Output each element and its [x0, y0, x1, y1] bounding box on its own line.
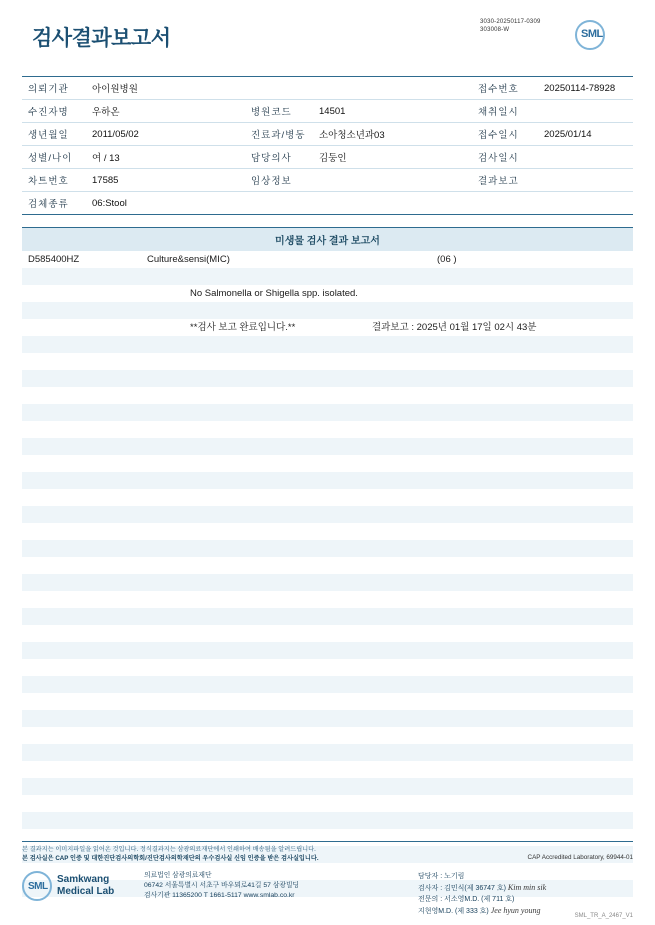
signature-label: 전문의 : — [418, 896, 443, 903]
result-row-finding — [22, 285, 633, 302]
result-row-spacer — [22, 506, 633, 523]
result-row-spacer — [22, 608, 633, 625]
value-birthdate: 2011/05/02 — [92, 128, 139, 140]
value-blank-2 — [316, 192, 472, 215]
value-blank-1 — [316, 77, 472, 100]
table-row — [22, 100, 633, 123]
value-sex-age: 여 / 13 — [92, 153, 120, 164]
value-patient-name: 우하온 — [92, 107, 120, 118]
label-blank-3 — [472, 192, 541, 215]
value-department: 소아청소년과03 — [319, 130, 385, 141]
result-row-spacer — [22, 489, 633, 506]
result-row-spacer — [22, 302, 633, 319]
table-row — [22, 77, 633, 100]
value-blank-3 — [541, 192, 633, 215]
sml-logo-icon — [575, 18, 627, 52]
table-row — [22, 123, 633, 146]
value-receipt-date: 2025/01/14 — [544, 128, 592, 140]
result-row-spacer — [22, 438, 633, 455]
result-row-spacer — [22, 727, 633, 744]
result-row-spacer — [22, 761, 633, 778]
result-row-spacer — [22, 744, 633, 761]
org-name-line-2: Medical Lab — [57, 886, 115, 897]
result-rows — [22, 251, 633, 897]
cap-accreditation: CAP Accredited Laboratory, 69944-01 — [527, 854, 633, 861]
top-code-2: 303008-W — [480, 27, 510, 33]
result-report-time: 결과보고 : 2025년 01월 17일 02시 43분 — [372, 322, 537, 333]
table-row — [22, 192, 633, 215]
address-line-1: 의료법인 삼광의료재단 — [144, 872, 212, 879]
top-code-1: 3030-20250117-0309 — [480, 19, 541, 25]
table-row — [22, 169, 633, 192]
result-specimen: (06 ) — [437, 254, 457, 265]
result-finding-text: No Salmonella or Shigella spp. isolated. — [190, 288, 358, 299]
signature-value: 지현영M.D. (제 333 호) — [418, 908, 489, 915]
signature-value: 서소영M.D. (제 711 호) — [444, 896, 515, 903]
footer-main — [22, 871, 633, 917]
value-result-report — [541, 169, 633, 192]
signature-row — [418, 871, 633, 882]
signature-label: 검사자 : — [418, 885, 443, 892]
label-chart-no: 차트번호 — [28, 176, 69, 187]
result-row-complete — [22, 319, 633, 336]
value-chart-no: 17585 — [92, 174, 119, 186]
report-header — [22, 0, 633, 74]
result-row-spacer — [22, 591, 633, 608]
result-row-spacer — [22, 812, 633, 829]
footer-logo — [22, 871, 140, 901]
result-row-spacer — [22, 574, 633, 591]
page-title: 검사결과보고서 — [32, 27, 171, 50]
result-row-spacer — [22, 676, 633, 693]
report-footer — [22, 841, 633, 917]
footer-note-line-2: 본 검사실은 CAP 인증 및 대한진단검사의학회/진단검사의학재단의 우수검사실 신임 인증을 받은 검사실입니다. — [22, 855, 319, 862]
label-hospital-code: 병원코드 — [251, 107, 292, 118]
footer-address — [140, 871, 418, 901]
result-row-spacer — [22, 557, 633, 574]
value-collection-time — [541, 100, 633, 123]
label-collection-time: 채취일시 — [478, 107, 519, 118]
label-clinical-info: 임상정보 — [251, 176, 292, 187]
document-id: SML_TR_A_2467_V1 — [574, 913, 633, 919]
signature-row — [418, 882, 633, 894]
footer-note-line-1: 본 결과지는 이미지파일을 읽어온 것입니다. 정식결과지는 삼광의료재단에서 인쇄하여 배송됨을 알려드립니다. — [22, 846, 316, 853]
result-row-spacer — [22, 795, 633, 812]
value-institution: 아이원병원 — [92, 84, 138, 95]
result-row-spacer — [22, 693, 633, 710]
value-clinical-info — [316, 169, 472, 192]
label-department: 진료과/병동 — [251, 130, 306, 141]
value-test-date — [541, 146, 633, 169]
label-receipt-date: 접수일시 — [478, 130, 519, 141]
label-specimen-type: 검체종류 — [28, 199, 69, 210]
signature-mark: Jee hyun young — [490, 906, 541, 915]
result-row-spacer — [22, 523, 633, 540]
label-blank-2 — [245, 192, 316, 215]
patient-info-table — [22, 76, 633, 215]
result-code: D585400HZ — [28, 254, 80, 265]
label-blank-1 — [245, 77, 316, 100]
label-test-date: 검사일시 — [478, 153, 519, 164]
address-line-3: 검사기관 11365200 T 1661-5117 www.smlab.co.kr — [144, 892, 295, 899]
result-row-spacer — [22, 472, 633, 489]
value-receipt-no: 20250114-78928 — [544, 82, 616, 94]
result-section-title: 미생물 검사 결과 보고서 — [22, 227, 633, 251]
result-row-spacer — [22, 455, 633, 472]
result-row-spacer — [22, 659, 633, 676]
result-row-spacer — [22, 387, 633, 404]
result-row-spacer — [22, 370, 633, 387]
result-row-spacer — [22, 404, 633, 421]
label-sex-age: 성별/나이 — [28, 153, 73, 164]
result-row-spacer — [22, 540, 633, 557]
signature-mark: Kim min sik — [507, 883, 547, 892]
footer-signatures — [418, 871, 633, 917]
result-row-spacer — [22, 642, 633, 659]
result-complete-note: **검사 보고 완료입니다.** — [190, 322, 296, 333]
label-patient-name: 수진자명 — [28, 107, 69, 118]
value-specimen-type: 06:Stool — [92, 197, 127, 209]
signature-label: 담당자 : — [418, 873, 443, 880]
sml-logo-icon — [22, 871, 52, 901]
table-row — [22, 146, 633, 169]
logo-letters: SML — [28, 881, 48, 892]
result-row-spacer — [22, 778, 633, 795]
signature-value: 김민식(제 36747 호) — [444, 885, 506, 892]
label-doctor: 담당의사 — [251, 153, 292, 164]
org-name-line-1: Samkwang — [57, 874, 110, 885]
result-row-spacer — [22, 421, 633, 438]
result-test-name: Culture&sensi(MIC) — [147, 254, 230, 265]
label-receipt-no: 접수번호 — [478, 84, 519, 95]
signature-row — [418, 894, 633, 905]
result-row-main — [22, 251, 633, 268]
address-line-2: 06742 서울특별시 서초구 바우뫼로41길 57 삼광빌딩 — [144, 882, 300, 889]
signature-value: 노기림 — [444, 873, 465, 880]
result-row-spacer — [22, 336, 633, 353]
logo-letters: SML — [581, 28, 603, 40]
result-row-spacer — [22, 268, 633, 285]
result-row-spacer — [22, 353, 633, 370]
label-birthdate: 생년월일 — [28, 130, 69, 141]
org-name — [57, 874, 114, 898]
label-result-report: 결과보고 — [478, 176, 519, 187]
label-institution: 의뢰기관 — [28, 84, 69, 95]
result-row-spacer — [22, 625, 633, 642]
value-doctor: 김둥인 — [319, 153, 347, 164]
value-hospital-code: 14501 — [319, 105, 346, 117]
result-row-spacer — [22, 710, 633, 727]
